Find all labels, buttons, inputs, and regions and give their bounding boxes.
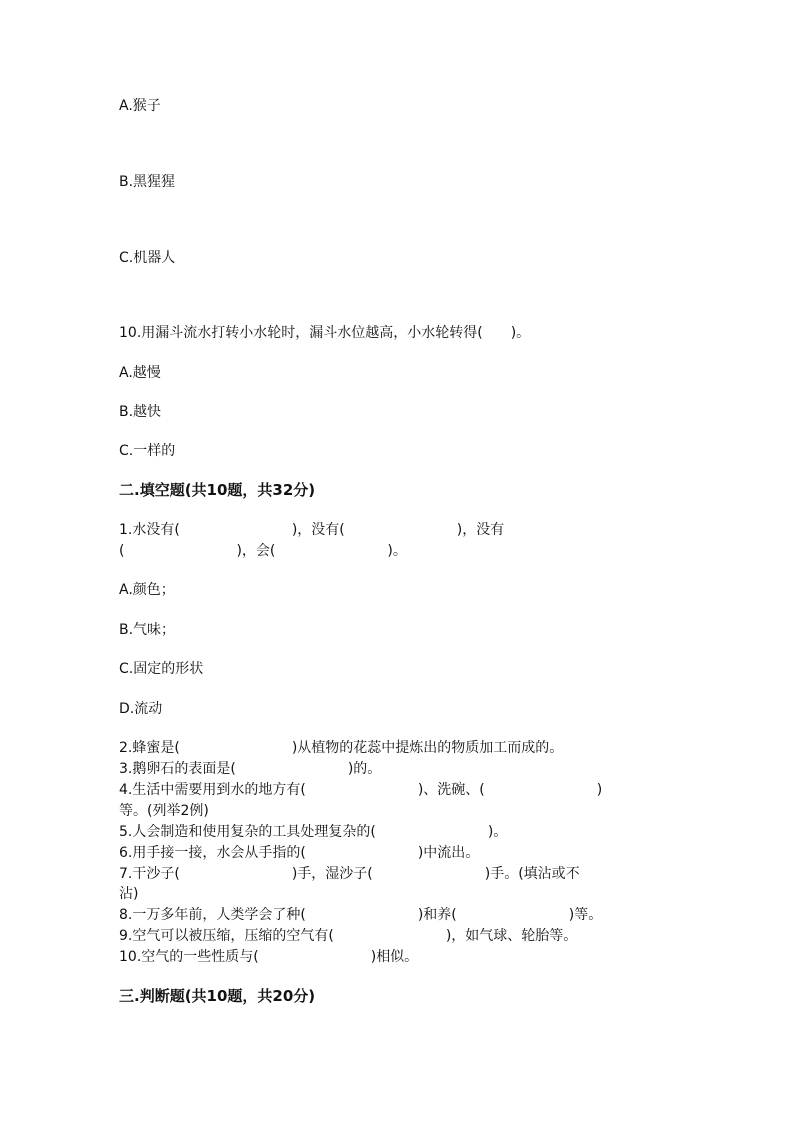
fill-q3: 3.鹅卵石的表面是( )的。 xyxy=(119,761,382,777)
fill-q8: 8.一万多年前，人类学会了种( )和养( )等。 xyxy=(119,907,603,923)
q9-option-a: A.猴子 xyxy=(119,98,161,114)
q10-option-a: A.越慢 xyxy=(119,365,161,381)
q10-option-c: C.一样的 xyxy=(119,443,176,459)
fill-q1-line1: 1.水没有( )，没有( )，没有 xyxy=(119,522,505,538)
fill-q5: 5.人会制造和使用复杂的工具处理复杂的( )。 xyxy=(119,824,508,840)
q9-option-b: B.黑猩猩 xyxy=(119,174,176,190)
fill-q6: 6.用手接一接，水会从手指的( )中流出。 xyxy=(119,845,480,861)
fill-q1-option-a: A.颜色； xyxy=(119,582,175,598)
fill-q10: 10.空气的一些性质与( )相似。 xyxy=(119,949,419,965)
fill-q1-option-b: B.气味； xyxy=(119,622,176,638)
q10-stem: 10.用漏斗流水打转小水轮时，漏斗水位越高，小水轮转得( )。 xyxy=(119,325,531,341)
fill-q7-line1: 7.干沙子( )手，湿沙子( )手。(填沾或不 xyxy=(119,866,580,882)
fill-q4-line1: 4.生活中需要用到水的地方有( )、洗碗、( ) xyxy=(119,782,603,798)
q9-option-c: C.机器人 xyxy=(119,250,176,266)
fill-q2: 2.蜂蜜是( )从植物的花蕊中提炼出的物质加工而成的。 xyxy=(119,740,564,756)
q10-option-b: B.越快 xyxy=(119,404,162,420)
fill-q1-line2: ( )，会( )。 xyxy=(119,543,407,559)
fill-q9: 9.空气可以被压缩，压缩的空气有( )，如气球、轮胎等。 xyxy=(119,928,578,944)
section-3-heading: 三.判断题(共10题，共20分) xyxy=(119,987,316,1005)
fill-q1-option-c: C.固定的形状 xyxy=(119,661,204,677)
section-2-heading: 二.填空题(共10题，共32分) xyxy=(119,481,316,499)
fill-q7-line2: 沾) xyxy=(119,886,139,902)
fill-q1-option-d: D.流动 xyxy=(119,701,163,717)
fill-q4-line2: 等。(列举2例) xyxy=(119,803,209,819)
